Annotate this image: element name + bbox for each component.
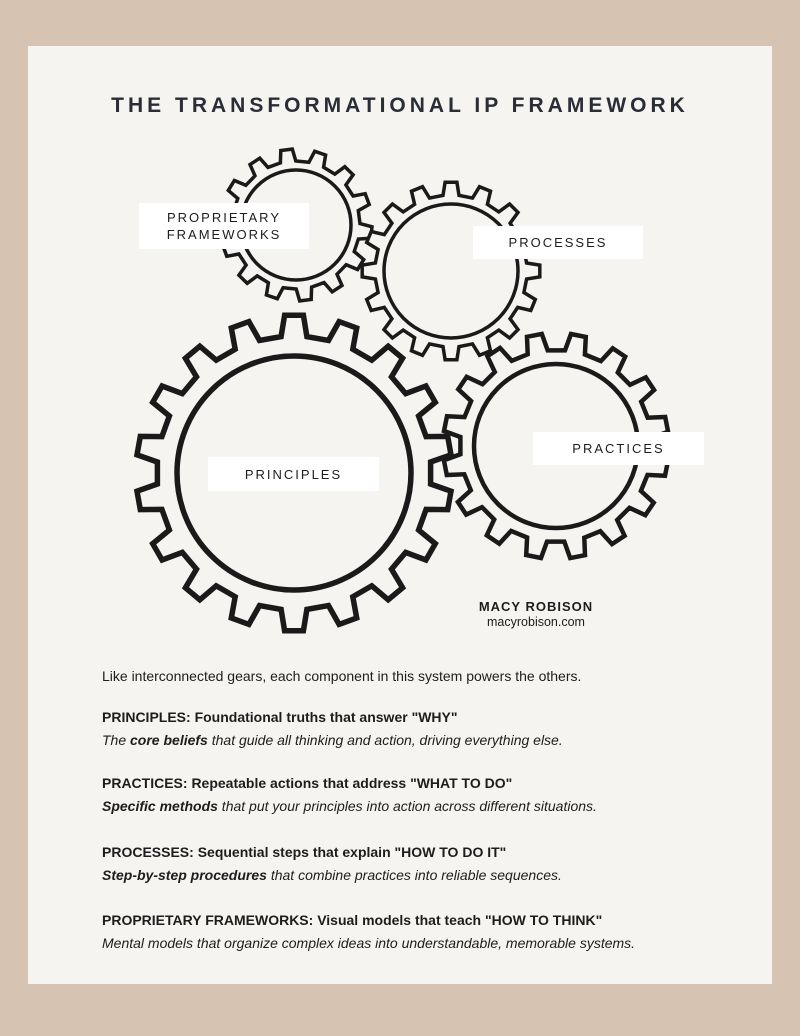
gear-label-proprietary-frameworks: PROPRIETARY FRAMEWORKS (139, 203, 309, 249)
brand-url: macyrobison.com (487, 615, 585, 629)
component-practices (102, 773, 742, 816)
component-principles (102, 707, 742, 750)
intro-text: Like interconnected gears, each component in this system powers the others. (102, 668, 582, 684)
component-description: Mental models that organize complex ideas into understandable, memorable systems. (102, 935, 636, 951)
gear-processes-outline (362, 182, 540, 360)
component-heading: PRACTICES: Repeatable actions that address "WHAT TO DO" (102, 775, 513, 791)
component-description: Specific methods that put your principles into action across different situations. (102, 798, 597, 814)
gear-processes (362, 182, 540, 360)
component-heading: PROPRIETARY FRAMEWORKS: Visual models that teach "HOW TO THINK" (102, 912, 603, 928)
component-proprietary-frameworks (102, 910, 742, 953)
gear-label-practices: PRACTICES (533, 432, 704, 465)
framework-card (28, 46, 772, 984)
gears-diagram (28, 46, 772, 646)
gear-label-processes: PROCESSES (473, 226, 643, 259)
brand-name: MACY ROBISON (478, 599, 594, 614)
component-description: The core beliefs that guide all thinking and action, driving everything else. (102, 732, 563, 748)
brand-block (466, 599, 606, 629)
gear-label-principles: PRINCIPLES (208, 457, 379, 491)
component-heading: PRINCIPLES: Foundational truths that answer "WHY" (102, 709, 458, 725)
component-heading: PROCESSES: Sequential steps that explain "HOW TO DO IT" (102, 844, 507, 860)
page-title: THE TRANSFORMATIONAL IP FRAMEWORK (111, 94, 689, 117)
component-description: Step-by-step procedures that combine practices into reliable sequences. (102, 867, 562, 883)
component-processes (102, 842, 742, 885)
